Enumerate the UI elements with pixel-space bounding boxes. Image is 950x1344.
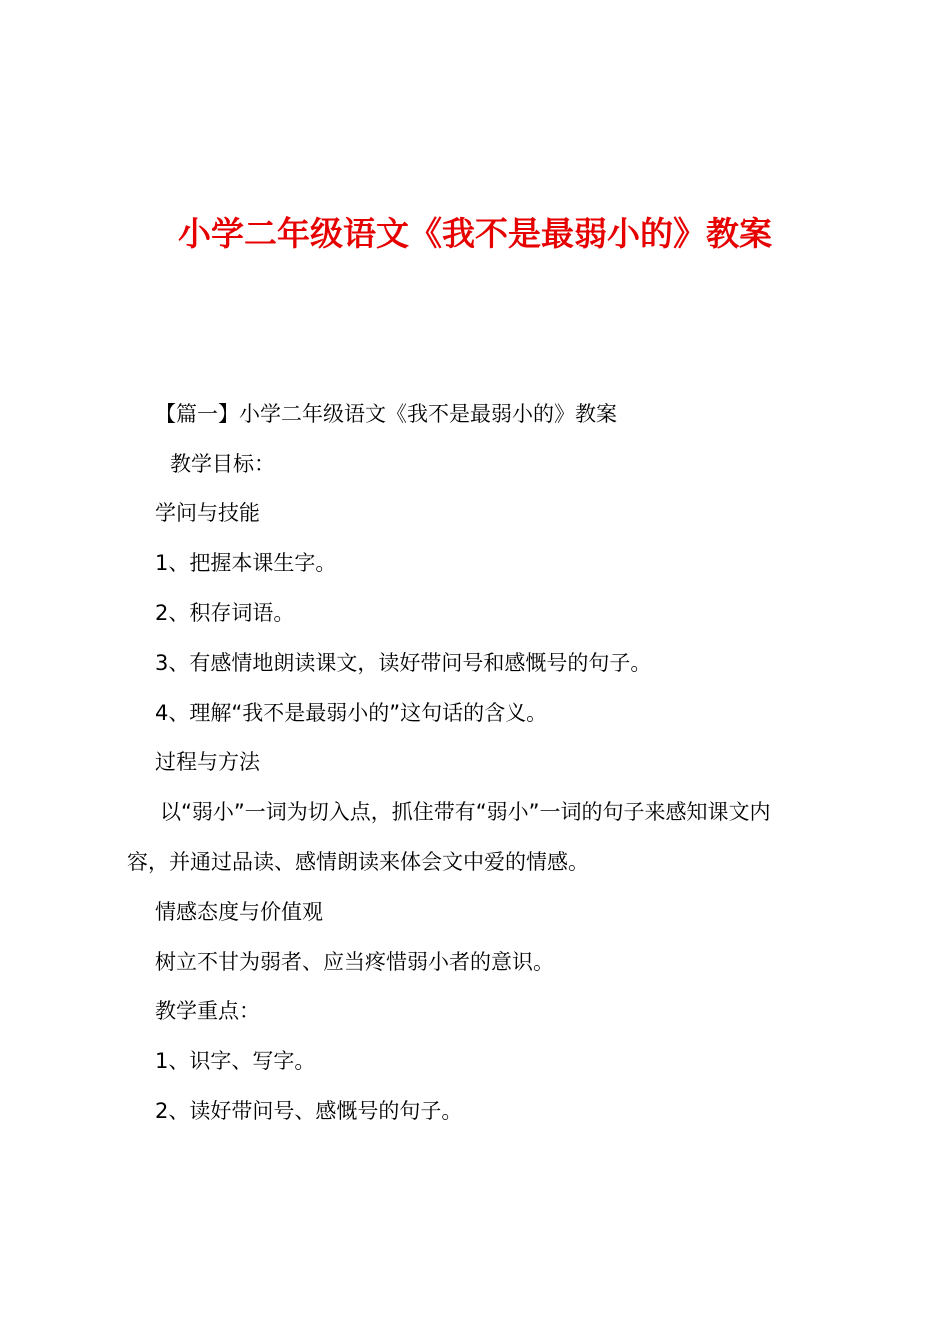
list-item: 4、理解“我不是最弱小的”这句话的含义。 (155, 701, 548, 725)
section-heading: 【篇一】小学二年级语文《我不是最弱小的》教案 (155, 402, 617, 426)
paragraph-line: 容，并通过品读、感情朗读来体会文中爱的情感。 (127, 850, 589, 874)
subheading-attitude-values: 情感态度与价值观 (155, 900, 323, 924)
list-item: 3、有感情地朗读课文，读好带问号和感慨号的句子。 (155, 651, 652, 675)
paragraph-line: 树立不甘为弱者、应当疼惜弱小者的意识。 (155, 950, 554, 974)
paragraph-line: 以“弱小”一词为切入点，抓住带有“弱小”一词的句子来感知课文内 (160, 800, 771, 824)
list-item: 2、积存词语。 (155, 601, 295, 625)
document-title: 小学二年级语文《我不是最弱小的》教案 (178, 214, 772, 253)
list-item: 1、识字、写字。 (155, 1049, 316, 1073)
list-item: 1、把握本课生字。 (155, 551, 337, 575)
subheading-process-method: 过程与方法 (155, 750, 260, 774)
subheading-knowledge-skills: 学问与技能 (155, 501, 260, 525)
list-item: 2、读好带问号、感慨号的句子。 (155, 1099, 463, 1123)
subheading-teaching-goals: 教学目标： (170, 452, 275, 476)
subheading-teaching-focus: 教学重点： (155, 999, 260, 1023)
